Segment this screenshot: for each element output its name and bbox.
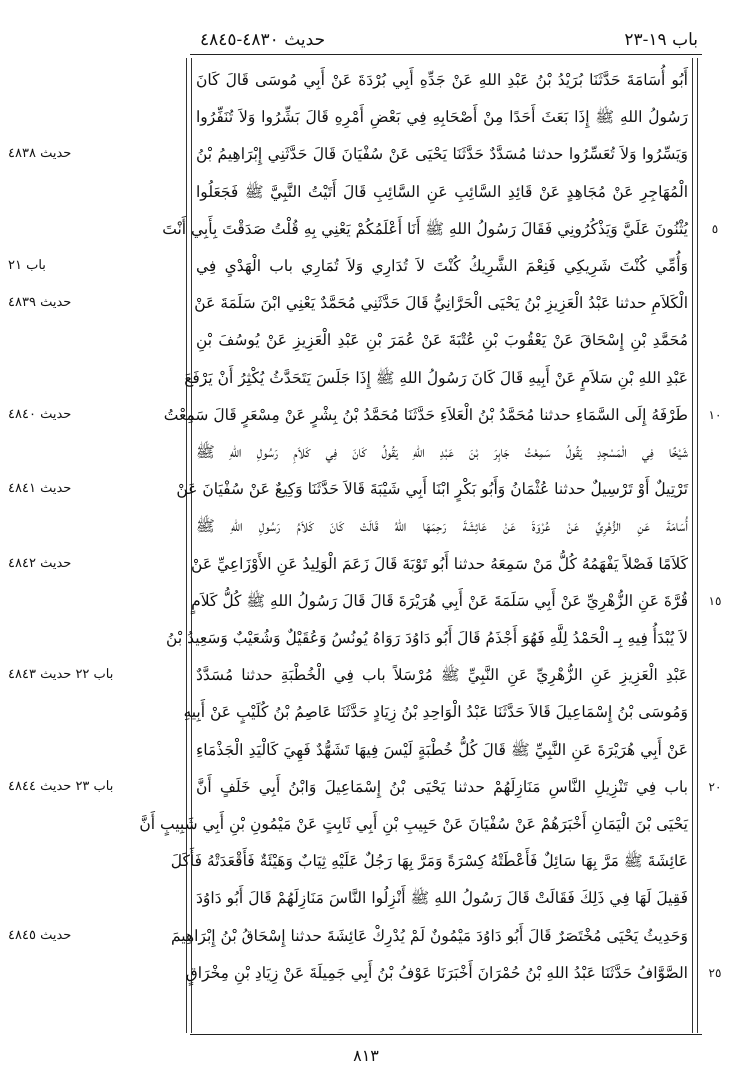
- margin-hadith-ref: باب ٢٣ حديث ٤٨٤٤: [8, 778, 114, 794]
- text-line: يُثْنُونَ عَلَيَّ وَيَذْكُرُونِي فَقَالَ رَسُولُ اللهِ ﷺ أَنَا أَعْلَمُكُمْ يَعْنِي بِهِ قُلْتُ صَدَقْتَ بِأَبِي أَنْتَ: [162, 219, 688, 238]
- margin-hadith-ref: باب ٢٢ حديث ٤٨٤٣: [8, 667, 114, 683]
- text-line: الْمُهَاجِرِ عَنْ مُجَاهِدٍ عَنْ قَائِدِ السَّائِبِ عَنِ السَّائِبِ قَالَ أَتَيْتُ النَّبِيَّ ﷺ فَجَعَلُوا: [196, 182, 688, 201]
- margin-hadith-ref: حديث ٤٨٣٨: [8, 146, 72, 162]
- line-number: ٢٥: [708, 965, 722, 980]
- text-line: وَمُوسَى بْنُ إِسْمَاعِيلَ قَالاَ حَدَّثَنَا عَبْدُ الْوَاحِدِ بْنُ زِيَادٍ حَدَّثَنَا عَاصِمُ بْنُ كُلَيْبٍ عَنْ أَبِيهِ: [183, 703, 688, 722]
- text-line: وَأُمِّي كُنْتَ شَرِيكِي فَنِعْمَ الشَّرِيكُ كُنْتَ لاَ تُدَارِي وَلاَ تُمَارِي باب الْهَدْيِ فِي: [196, 257, 688, 275]
- text-line: عَنْ أَبِي هُرَيْرَةَ عَنِ النَّبِيِّ ﷺ قَالَ كُلُّ خُطْبَةٍ لَيْسَ فِيهَا تَشَهُّدٌ فَهِيَ كَالْيَدِ الْجَذْمَاءِ: [196, 740, 688, 759]
- margin-hadith-ref: حديث ٤٨٣٩: [8, 295, 72, 311]
- left-border-inner: [191, 58, 192, 1033]
- header-hadith-range: حديث ٤٨٣٠-٤٨٤٥: [200, 30, 326, 50]
- line-number: ٢٠: [708, 779, 722, 794]
- margin-hadith-ref: باب ٢١: [8, 258, 46, 273]
- text-line: شَيْخًا فِي الْمَسْجِدِ يَقُولُ سَمِعْتُ جَابِرَ بْنَ عَبْدِ اللهِ يَقُولُ كَانَ فِي كَلاَمِ رَسُولِ اللهِ ﷺ: [196, 443, 688, 461]
- text-line: عَبْدِ اللهِ بْنِ سَلاَمٍ عَنْ أَبِيهِ قَالَ كَانَ رَسُولُ اللهِ ﷺ إِذَا جَلَسَ يَتَحَدَّثُ يُكْثِرُ أَنْ يَرْفَعَ: [184, 368, 688, 387]
- line-number: ١٥: [708, 593, 722, 608]
- line-number: ٥: [711, 221, 719, 236]
- text-line: رَسُولُ اللهِ ﷺ إِذَا بَعَثَ أَحَدًا مِنْ أَصْحَابِهِ فِي بَعْضِ أَمْرِهِ قَالَ بَشِّرُوا وَلاَ تُنَفِّرُوا: [196, 108, 688, 127]
- top-rule: [190, 54, 702, 55]
- text-line: كَلاَمًا فَصْلاً يَفْهَمُهُ كُلُّ مَنْ سَمِعَهُ حدثنا أَبُو تَوْبَةَ قَالَ زَعَمَ الْوَلِيدُ عَنِ الأَوْزَاعِيِّ عَنْ: [191, 554, 688, 573]
- page-number: ٨١٣: [353, 1046, 379, 1065]
- text-line: وَيَسِّرُوا وَلاَ تُعَسِّرُوا حدثنا مُسَدَّدٌ حَدَّثَنَا يَحْيَى عَنْ سُفْيَانَ قَالَ حَدَّثَنِي إِبْرَاهِيمُ بْنُ: [196, 145, 688, 164]
- text-line: لاَ يُبْدَأُ فِيهِ بِـ الْحَمْدُ لِلَّهِ فَهُوَ أَجْذَمُ قَالَ أَبُو دَاوُدَ رَوَاهُ يُونُسُ وَعُقَيْلٌ وَشُعَيْبٌ وَسَعِيدُ بْنُ: [166, 629, 688, 647]
- text-line: عَائِشَةَ ﷺ مَرَّ بِهَا سَائِلٌ فَأَعْطَتْهُ كِسْرَةً وَمَرَّ بِهَا رَجُلٌ عَلَيْهِ ثِيَابٌ وَهَيْئَةٌ فَأَقْعَدَتْهُ فَأَكَلَ: [170, 852, 688, 871]
- text-line: باب فِي تَنْزِيلِ النَّاسِ مَنَازِلَهُمْ حدثنا يَحْيَى بْنُ إِسْمَاعِيلَ وَابْنُ أَبِي خَلَفٍ أَنَّ: [196, 777, 688, 796]
- right-border-inner: [692, 58, 693, 1033]
- text-line: أُسَامَةَ عَنِ الزُّهْرِيِّ عَنْ عُرْوَةَ عَنْ عَائِشَةَ رَحِمَهَا اللهُ قَالَتْ كَانَ كَلاَمُ رَسُولِ اللهِ ﷺ: [196, 517, 688, 536]
- text-line: يَحْيَى بْنَ الْيَمَانِ أَخْبَرَهُمْ عَنْ سُفْيَانَ عَنْ حَبِيبِ بْنِ أَبِي ثَابِتٍ عَنْ مَيْمُونِ بْنِ أَبِي شَبِيبٍ أَنَّ: [139, 815, 688, 833]
- left-border-outer: [186, 58, 187, 1033]
- text-line: أَبُو أُسَامَةَ حَدَّثَنَا بُرَيْدُ بْنُ عَبْدِ اللهِ عَنْ جَدِّهِ أَبِي بُرْدَةَ عَنْ أَبِي مُوسَى قَالَ كَانَ: [196, 71, 688, 89]
- text-line: تَرْتِيلٌ أَوْ تَرْسِيلٌ حدثنا عُثْمَانُ وَأَبُو بَكْرٍ ابْنَا أَبِي شَيْبَةَ قَالاَ حَدَّثَنَا وَكِيعٌ عَنْ سُفْيَانَ عَنْ: [176, 480, 688, 499]
- line-number: ١٠: [708, 407, 722, 422]
- text-line: طَرْفَهُ إِلَى السَّمَاءِ حدثنا مُحَمَّدُ بْنُ الْعَلاَءِ حَدَّثَنَا مُحَمَّدُ بْنُ بِشْرٍ عَنْ مِسْعَرٍ قَالَ سَمِعْتُ: [163, 405, 688, 424]
- text-line: الصَّوَّافُ حَدَّثَنَا عَبْدُ اللهِ بْنُ حُمْرَانَ أَخْبَرَنَا عَوْفُ بْنُ أَبِي جَمِيلَةَ عَنْ زِيَادِ بْنِ مِخْرَاقٍ: [185, 963, 688, 982]
- text-line: الْكَلاَمِ حدثنا عَبْدُ الْعَزِيزِ بْنُ يَحْيَى الْحَرَّانِيُّ قَالَ حَدَّثَنِي مُحَمَّدٌ يَعْنِي ابْنَ سَلَمَةَ عَنْ: [194, 294, 688, 313]
- bottom-rule: [190, 1034, 702, 1035]
- text-line: فَقِيلَ لَهَا فِي ذَلِكَ فَقَالَتْ قَالَ رَسُولُ اللهِ ﷺ أَنْزِلُوا النَّاسَ مَنَازِلَهُمْ قَالَ أَبُو دَاوُدَ: [196, 889, 688, 908]
- right-border-outer: [697, 58, 698, 1033]
- margin-hadith-ref: حديث ٤٨٤٥: [8, 927, 72, 943]
- text-line: وَحَدِيثُ يَحْيَى مُخْتَصَرٌ قَالَ أَبُو دَاوُدَ مَيْمُونٌ لَمْ يُدْرِكْ عَائِشَةَ حدثنا إِسْحَاقُ بْنُ إِبْرَاهِيمَ: [170, 926, 688, 945]
- text-line: عَبْدِ الْعَزِيزِ عَنِ الزُّهْرِيِّ عَنِ النَّبِيِّ ﷺ مُرْسَلاً باب فِي الْخُطْبَةِ حدثنا مُسَدَّدٌ: [196, 666, 688, 685]
- header-chapter-range: باب ١٩-٢٣: [624, 30, 698, 50]
- text-line: قُرَّةَ عَنِ الزُّهْرِيِّ عَنْ أَبِي سَلَمَةَ عَنْ أَبِي هُرَيْرَةَ قَالَ قَالَ رَسُولُ اللهِ ﷺ كُلُّ كَلاَمٍ: [191, 591, 688, 610]
- margin-hadith-ref: حديث ٤٨٤١: [8, 481, 72, 497]
- margin-hadith-ref: حديث ٤٨٤٢: [8, 555, 72, 571]
- text-line: مُحَمَّدِ بْنِ إِسْحَاقَ عَنْ يَعْقُوبَ بْنِ عُتْبَةَ عَنْ عُمَرَ بْنِ عَبْدِ الْعَزِيزِ عَنْ يُوسُفَ بْنِ: [196, 331, 688, 350]
- margin-hadith-ref: حديث ٤٨٤٠: [8, 406, 72, 422]
